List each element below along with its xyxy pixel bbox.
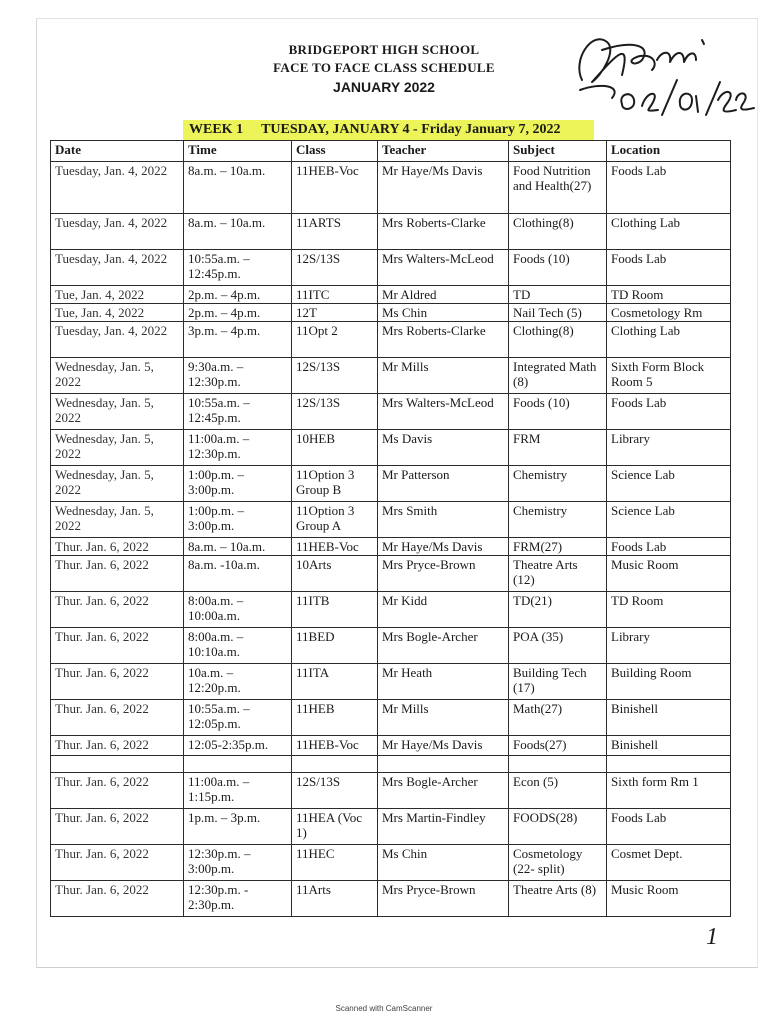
cell-location [607, 756, 731, 773]
cell-date: Thur. Jan. 6, 2022 [51, 628, 184, 664]
cell-subject: Chemistry [509, 502, 607, 538]
table-header-row [51, 141, 731, 162]
cell-class: 10HEB [292, 430, 378, 466]
cell-date [51, 756, 184, 773]
cell-subject: Nail Tech (5) [509, 304, 607, 322]
class-schedule-table [50, 140, 731, 917]
cell-location: Clothing Lab [607, 214, 731, 250]
table-row [51, 628, 731, 664]
cell-time: 12:30p.m. – 3:00p.m. [184, 845, 292, 881]
cell-teacher: Mr Mills [378, 700, 509, 736]
cell-subject: Foods (10) [509, 394, 607, 430]
cell-class: 12S/13S [292, 394, 378, 430]
cell-time: 11:00a.m. – 12:30p.m. [184, 430, 292, 466]
cell-date: Tuesday, Jan. 4, 2022 [51, 214, 184, 250]
school-name: BRIDGEPORT HIGH SCHOOL [288, 42, 480, 57]
cell-subject: Econ (5) [509, 773, 607, 809]
cell-date: Tuesday, Jan. 4, 2022 [51, 322, 184, 358]
cell-class: 12S/13S [292, 358, 378, 394]
handwritten-signature [562, 20, 762, 120]
cell-location: Library [607, 430, 731, 466]
cell-time: 11:00a.m. – 1:15p.m. [184, 773, 292, 809]
cell-teacher: Ms Chin [378, 304, 509, 322]
cell-date: Tuesday, Jan. 4, 2022 [51, 250, 184, 286]
column-header-location: Location [607, 141, 731, 162]
cell-time: 10:55a.m. – 12:05p.m. [184, 700, 292, 736]
cell-subject: FRM [509, 430, 607, 466]
scanner-footer: Scanned with CamScanner [335, 1004, 433, 1013]
table-row [51, 250, 731, 286]
cell-location: Foods Lab [607, 394, 731, 430]
cell-subject: Integrated Math (8) [509, 358, 607, 394]
cell-time: 10a.m. – 12:20p.m. [184, 664, 292, 700]
schedule-month: JANUARY 2022 [333, 79, 435, 95]
cell-time: 2p.m. – 4p.m. [184, 304, 292, 322]
cell-date: Thur. Jan. 6, 2022 [51, 556, 184, 592]
cell-subject: Foods (10) [509, 250, 607, 286]
cell-date: Wednesday, Jan. 5, 2022 [51, 466, 184, 502]
cell-date: Thur. Jan. 6, 2022 [51, 736, 184, 756]
cell-teacher: Mr Haye/Ms Davis [378, 736, 509, 756]
cell-class: 11Option 3 Group B [292, 466, 378, 502]
table-row [51, 502, 731, 538]
cell-teacher: Mrs Roberts-Clarke [378, 322, 509, 358]
cell-class [292, 756, 378, 773]
column-header-date: Date [51, 141, 184, 162]
cell-teacher: Mrs Roberts-Clarke [378, 214, 509, 250]
cell-time: 8a.m. – 10a.m. [184, 538, 292, 556]
cell-location: Cosmetology Rm [607, 304, 731, 322]
cell-time: 1:00p.m. – 3:00p.m. [184, 502, 292, 538]
cell-class: 11HEB [292, 700, 378, 736]
cell-location: Sixth Form Block Room 5 [607, 358, 731, 394]
cell-location: Building Room [607, 664, 731, 700]
week-date-range: TUESDAY, JANUARY 4 - Friday January 7, 2022 [261, 122, 561, 137]
cell-time: 2p.m. – 4p.m. [184, 286, 292, 304]
cell-class: 12T [292, 304, 378, 322]
table-row [51, 304, 731, 322]
table-row [51, 358, 731, 394]
cell-date: Thur. Jan. 6, 2022 [51, 538, 184, 556]
table-row [51, 845, 731, 881]
cell-location: Foods Lab [607, 250, 731, 286]
cell-teacher: Mr Aldred [378, 286, 509, 304]
cell-class: 10Arts [292, 556, 378, 592]
column-header-time: Time [184, 141, 292, 162]
cell-date: Wednesday, Jan. 5, 2022 [51, 358, 184, 394]
cell-location: Music Room [607, 881, 731, 917]
cell-teacher: Mr Mills [378, 358, 509, 394]
cell-subject: FRM(27) [509, 538, 607, 556]
table-row [51, 538, 731, 556]
cell-teacher: Ms Davis [378, 430, 509, 466]
cell-subject: Clothing(8) [509, 322, 607, 358]
cell-time: 10:55a.m. – 12:45p.m. [184, 394, 292, 430]
table-row [51, 756, 731, 773]
page-number: 1 [706, 924, 718, 950]
cell-location: Binishell [607, 736, 731, 756]
schedule-title: FACE TO FACE CLASS SCHEDULE [273, 60, 495, 75]
cell-class: 11Arts [292, 881, 378, 917]
cell-teacher: Mrs Martin-Findley [378, 809, 509, 845]
table-row [51, 394, 731, 430]
cell-subject: Building Tech (17) [509, 664, 607, 700]
cell-teacher: Mr Haye/Ms Davis [378, 162, 509, 214]
cell-subject [509, 756, 607, 773]
cell-teacher: Mrs Walters-McLeod [378, 394, 509, 430]
table-row [51, 286, 731, 304]
table-row [51, 881, 731, 917]
column-header-subject: Subject [509, 141, 607, 162]
cell-location: Binishell [607, 700, 731, 736]
cell-time: 8a.m. -10a.m. [184, 556, 292, 592]
cell-subject: Cosmetology (22- split) [509, 845, 607, 881]
cell-date: Tue, Jan. 4, 2022 [51, 304, 184, 322]
cell-time: 10:55a.m. – 12:45p.m. [184, 250, 292, 286]
table-row [51, 162, 731, 214]
cell-date: Thur. Jan. 6, 2022 [51, 809, 184, 845]
table-row [51, 322, 731, 358]
cell-class: 11HEB-Voc [292, 162, 378, 214]
table-row [51, 773, 731, 809]
cell-time: 1:00p.m. – 3:00p.m. [184, 466, 292, 502]
cell-time: 8:00a.m. – 10:10a.m. [184, 628, 292, 664]
table-row [51, 809, 731, 845]
cell-class: 12S/13S [292, 250, 378, 286]
cell-location: Foods Lab [607, 809, 731, 845]
cell-time: 3p.m. – 4p.m. [184, 322, 292, 358]
cell-teacher: Mrs Bogle-Archer [378, 628, 509, 664]
cell-teacher: Mrs Walters-McLeod [378, 250, 509, 286]
table-row [51, 592, 731, 628]
cell-subject: Theatre Arts (12) [509, 556, 607, 592]
cell-class: 11ARTS [292, 214, 378, 250]
cell-date: Thur. Jan. 6, 2022 [51, 773, 184, 809]
column-header-teacher: Teacher [378, 141, 509, 162]
cell-class: 12S/13S [292, 773, 378, 809]
cell-time: 8:00a.m. – 10:00a.m. [184, 592, 292, 628]
cell-subject: Math(27) [509, 700, 607, 736]
cell-class: 11HEB-Voc [292, 736, 378, 756]
cell-subject: TD [509, 286, 607, 304]
cell-time: 12:30p.m. - 2:30p.m. [184, 881, 292, 917]
cell-time: 8a.m. – 10a.m. [184, 162, 292, 214]
cell-class: 11HEA (Voc 1) [292, 809, 378, 845]
cell-class: 11HEB-Voc [292, 538, 378, 556]
cell-subject: Foods(27) [509, 736, 607, 756]
cell-date: Wednesday, Jan. 5, 2022 [51, 502, 184, 538]
column-header-class: Class [292, 141, 378, 162]
cell-subject: Food Nutrition and Health(27) [509, 162, 607, 214]
cell-teacher: Mrs Bogle-Archer [378, 773, 509, 809]
cell-date: Thur. Jan. 6, 2022 [51, 845, 184, 881]
cell-location: Sixth form Rm 1 [607, 773, 731, 809]
cell-date: Tuesday, Jan. 4, 2022 [51, 162, 184, 214]
week-banner [183, 120, 594, 140]
cell-location: TD Room [607, 592, 731, 628]
cell-location: Clothing Lab [607, 322, 731, 358]
cell-location: Music Room [607, 556, 731, 592]
cell-class: 11ITC [292, 286, 378, 304]
cell-class: 11ITA [292, 664, 378, 700]
cell-teacher: Mr Kidd [378, 592, 509, 628]
cell-date: Wednesday, Jan. 5, 2022 [51, 394, 184, 430]
table-row [51, 430, 731, 466]
cell-class: 11BED [292, 628, 378, 664]
cell-date: Thur. Jan. 6, 2022 [51, 881, 184, 917]
table-row [51, 466, 731, 502]
cell-class: 11ITB [292, 592, 378, 628]
cell-teacher: Mrs Pryce-Brown [378, 881, 509, 917]
cell-location: TD Room [607, 286, 731, 304]
week-label: WEEK 1 [189, 122, 244, 137]
cell-subject: Theatre Arts (8) [509, 881, 607, 917]
cell-class: 11Option 3 Group A [292, 502, 378, 538]
cell-date: Wednesday, Jan. 5, 2022 [51, 430, 184, 466]
cell-location: Library [607, 628, 731, 664]
table-row [51, 556, 731, 592]
schedule-body [51, 162, 731, 917]
table-row [51, 214, 731, 250]
cell-subject: Clothing(8) [509, 214, 607, 250]
cell-time: 9:30a.m. – 12:30p.m. [184, 358, 292, 394]
table-row [51, 736, 731, 756]
cell-teacher: Mr Haye/Ms Davis [378, 538, 509, 556]
cell-time [184, 756, 292, 773]
cell-time: 12:05-2:35p.m. [184, 736, 292, 756]
cell-date: Thur. Jan. 6, 2022 [51, 592, 184, 628]
cell-date: Thur. Jan. 6, 2022 [51, 664, 184, 700]
cell-teacher: Mrs Smith [378, 502, 509, 538]
cell-subject: TD(21) [509, 592, 607, 628]
cell-teacher: Mr Patterson [378, 466, 509, 502]
cell-teacher: Mrs Pryce-Brown [378, 556, 509, 592]
cell-location: Foods Lab [607, 538, 731, 556]
cell-class: 11HEC [292, 845, 378, 881]
cell-subject: FOODS(28) [509, 809, 607, 845]
cell-teacher: Ms Chin [378, 845, 509, 881]
cell-location: Foods Lab [607, 162, 731, 214]
cell-teacher: Mr Heath [378, 664, 509, 700]
table-row [51, 700, 731, 736]
cell-time: 8a.m. – 10a.m. [184, 214, 292, 250]
cell-subject: Chemistry [509, 466, 607, 502]
cell-teacher [378, 756, 509, 773]
cell-location: Science Lab [607, 466, 731, 502]
cell-date: Tue, Jan. 4, 2022 [51, 286, 184, 304]
cell-location: Cosmet Dept. [607, 845, 731, 881]
cell-location: Science Lab [607, 502, 731, 538]
table-row [51, 664, 731, 700]
cell-date: Thur. Jan. 6, 2022 [51, 700, 184, 736]
cell-time: 1p.m. – 3p.m. [184, 809, 292, 845]
cell-subject: POA (35) [509, 628, 607, 664]
cell-class: 11Opt 2 [292, 322, 378, 358]
